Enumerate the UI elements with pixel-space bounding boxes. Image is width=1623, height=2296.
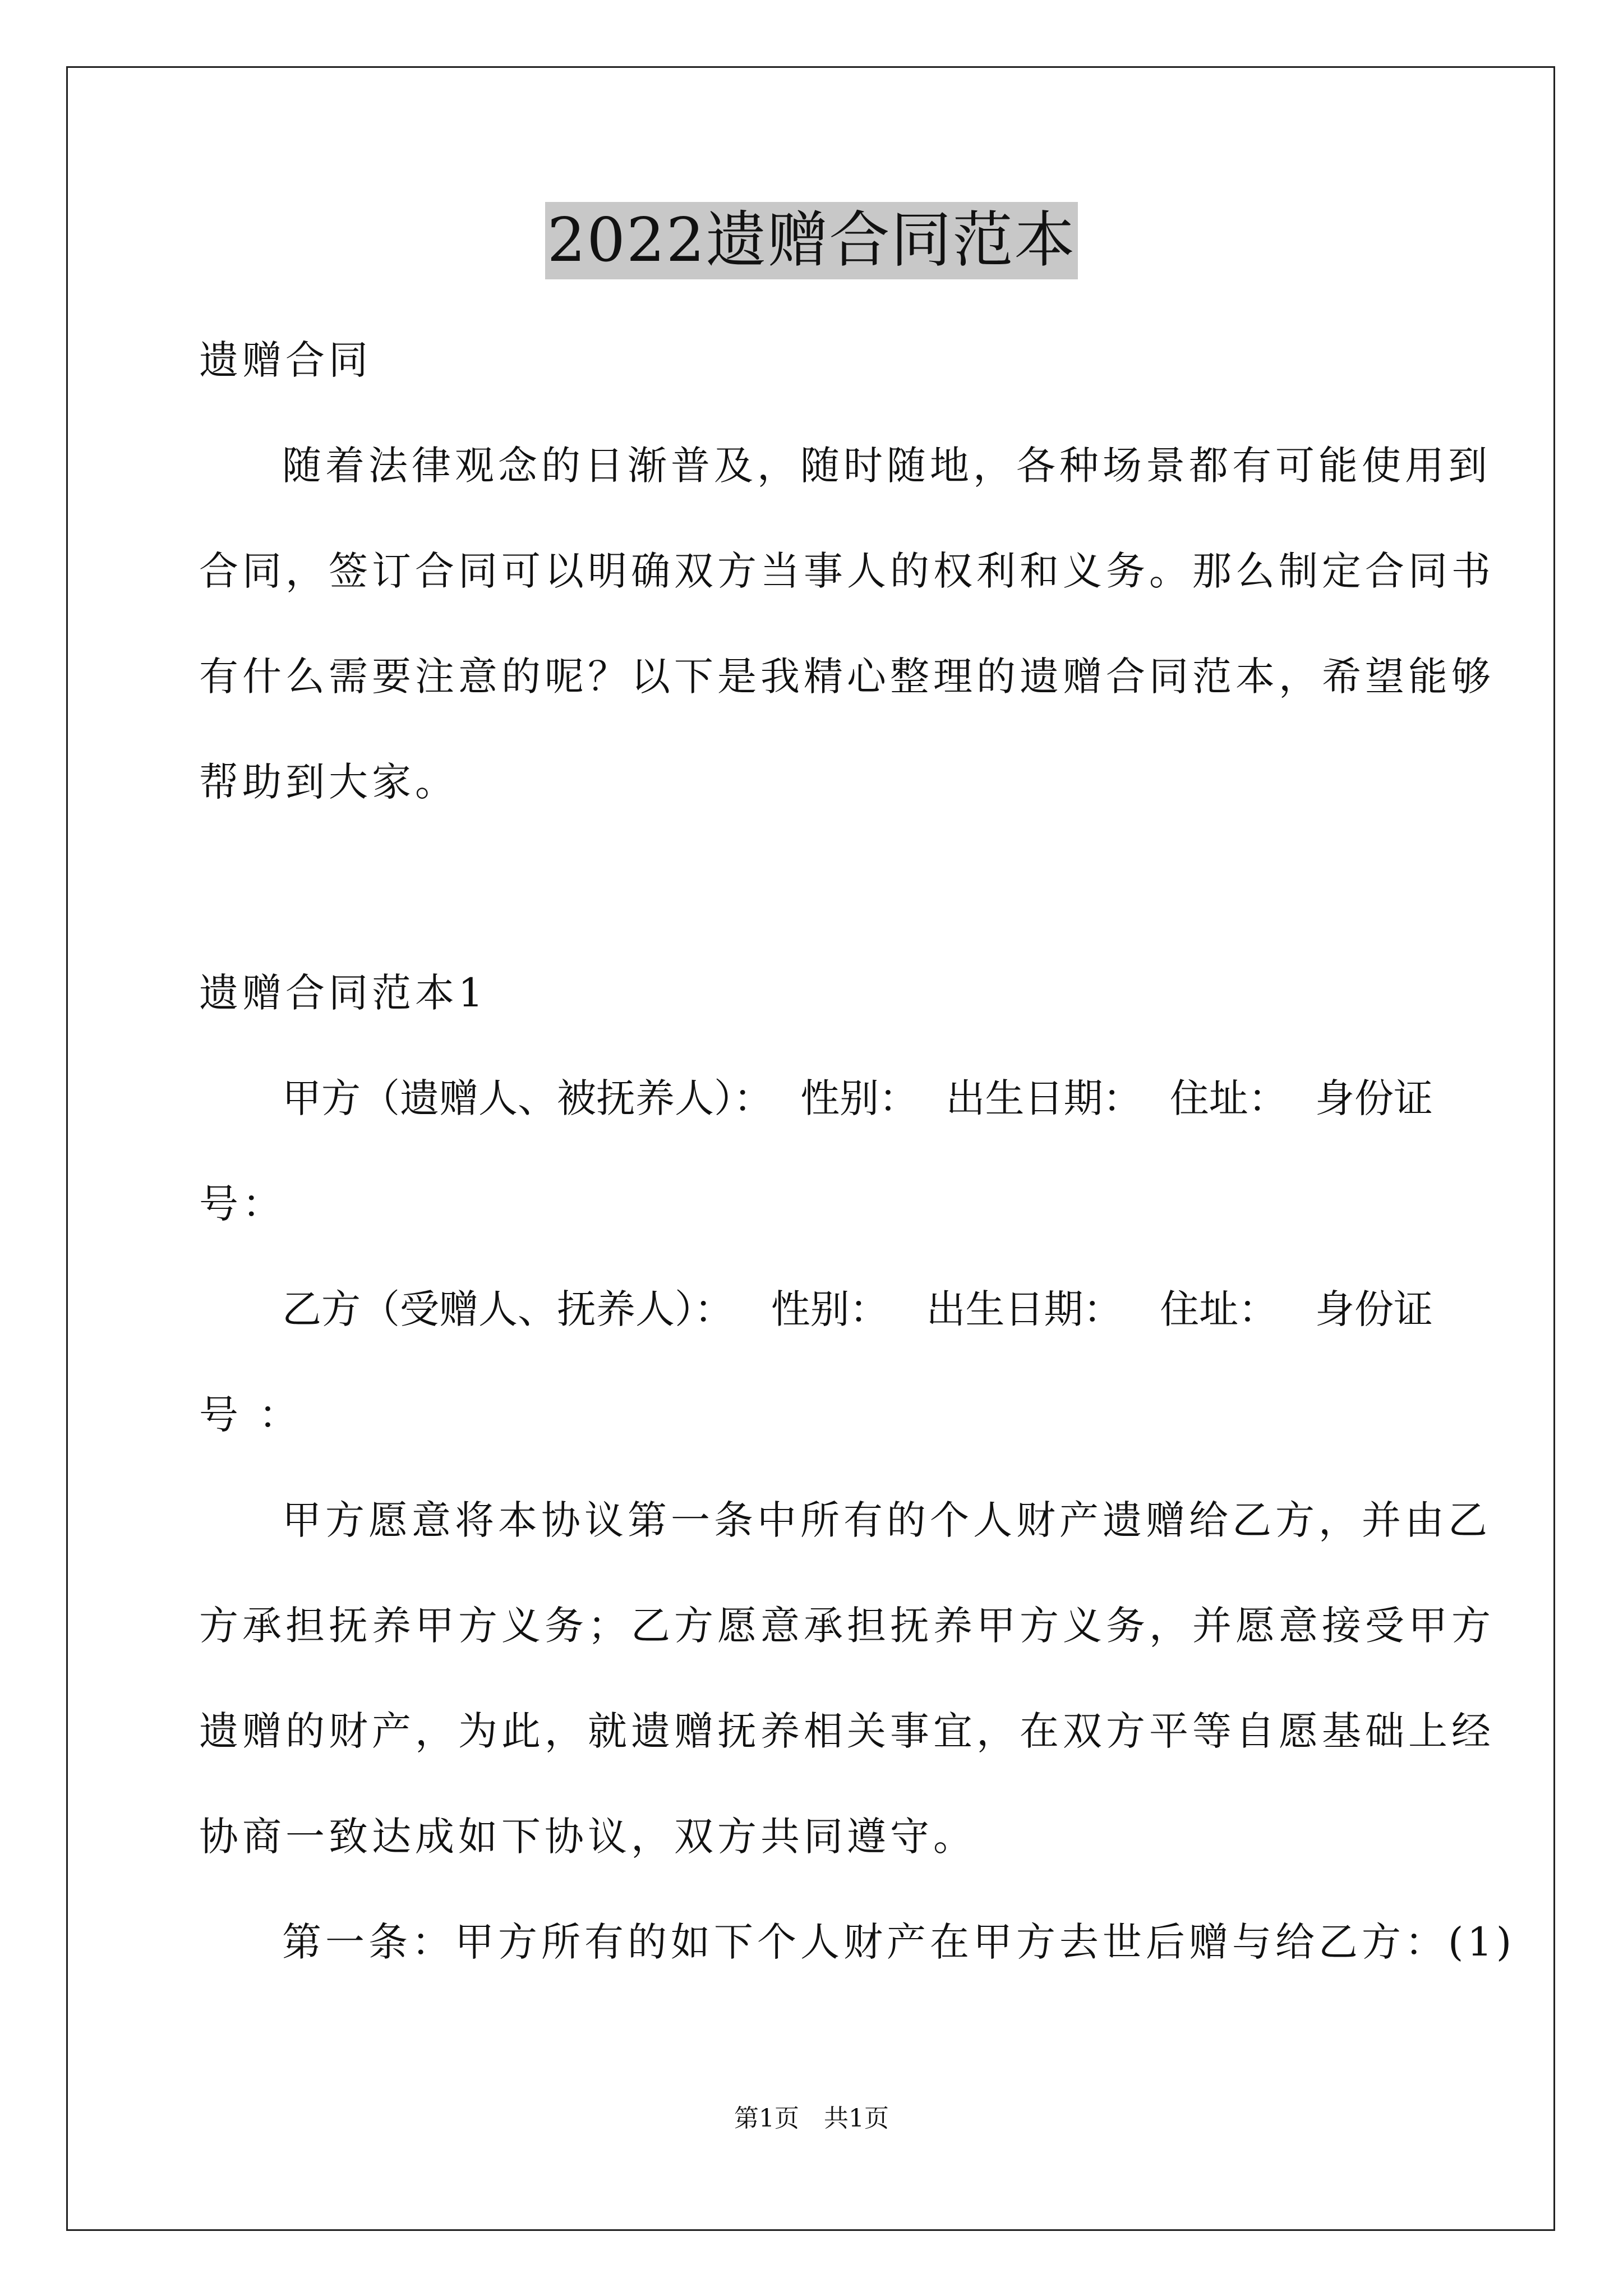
title-area — [0, 202, 1623, 279]
page-footer: 第1页 共1页 — [734, 2104, 889, 2133]
party-b-id-prefix: 身份证 — [1315, 1286, 1433, 1332]
article-one: 第一条：甲方所有的如下个人财产在甲方去世后赠与给乙方：(1) — [282, 1919, 1516, 1965]
section-title: 遗赠合同范本1 — [199, 970, 487, 1016]
agreement-line-2: 方承担抚养甲方义务；乙方愿意承担抚养甲方义务，并愿意接受甲方 — [199, 1603, 1495, 1649]
party-a-label: 甲方（遗赠人、被抚养人）： — [282, 1075, 773, 1121]
intro-line-4: 帮助到大家。 — [199, 759, 458, 805]
spacer — [199, 835, 1433, 940]
party-b-id-suffix: 号 ： — [199, 1392, 302, 1438]
document-body — [199, 307, 1516, 1995]
party-b-gender: 性别： — [771, 1286, 889, 1332]
party-a-birth: 出生日期： — [946, 1075, 1142, 1121]
party-a-line — [199, 1046, 1433, 1151]
intro-line-2: 合同，签订合同可以明确双方当事人的权利和义务。那么制定合同书 — [199, 548, 1495, 594]
agreement-line-3: 遗赠的财产，为此，就遗赠抚养相关事宜，在双方平等自愿基础上经 — [199, 1708, 1495, 1754]
party-b-line — [199, 1257, 1433, 1362]
intro-line-3: 有什么需要注意的呢？以下是我精心整理的遗赠合同范本，希望能够 — [199, 654, 1495, 700]
party-b-birth: 出生日期： — [926, 1286, 1123, 1332]
party-a-id-suffix: 号： — [199, 1181, 285, 1227]
party-a-address: 住址： — [1169, 1075, 1288, 1121]
document-title: 2022遗赠合同范本 — [545, 202, 1078, 279]
heading: 遗赠合同 — [199, 337, 372, 383]
intro-line-1: 随着法律观念的日渐普及，随时随地，各种场景都有可能使用到 — [282, 443, 1491, 489]
party-b-label: 乙方（受赠人、抚养人）： — [282, 1286, 734, 1332]
agreement-line-1: 甲方愿意将本协议第一条中所有的个人财产遗赠给乙方，并由乙 — [282, 1497, 1491, 1543]
agreement-line-4: 协商一致达成如下协议，双方共同遵守。 — [199, 1814, 976, 1860]
party-a-gender: 性别： — [800, 1075, 919, 1121]
party-b-address: 住址： — [1160, 1286, 1278, 1332]
party-a-id-prefix: 身份证 — [1315, 1075, 1433, 1121]
